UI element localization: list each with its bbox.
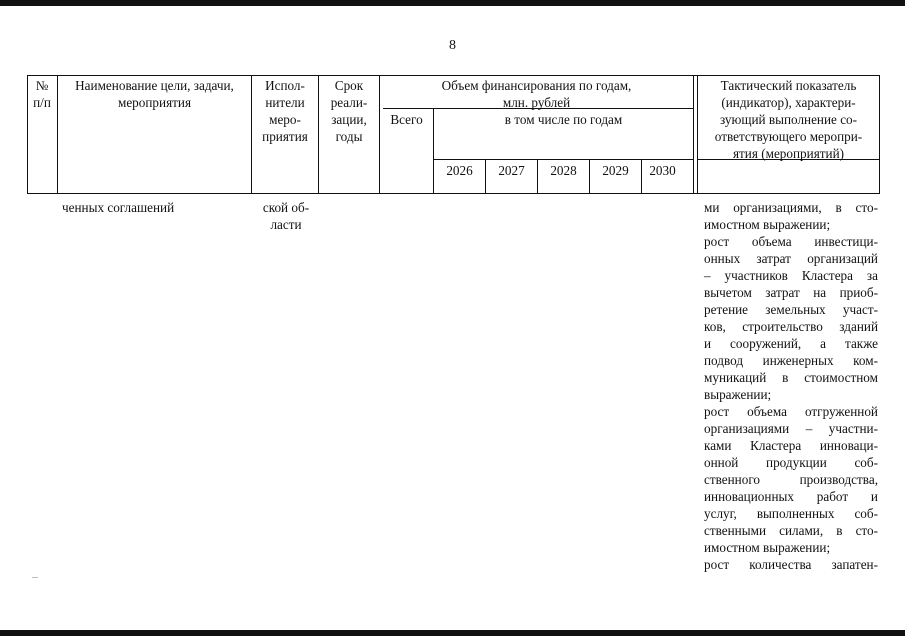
scan-artifact-mark	[32, 577, 38, 578]
header-col-term-line: Срок	[334, 78, 364, 93]
header-col-term-line: зации,	[331, 112, 367, 127]
header-col-indicator-line: ятия (мероприятий)	[732, 146, 845, 161]
header-col-executors-line: меро-	[269, 112, 301, 127]
indicator-line: выражении;	[704, 387, 772, 402]
header-col-by-years: в том числе по годам	[504, 112, 623, 127]
header-col-name	[58, 77, 251, 111]
header-col-total: Всего	[390, 112, 423, 127]
header-col-finance-line: млн. рублей	[502, 95, 571, 110]
header-col-executors-line: Испол-	[265, 78, 305, 93]
indicator-line: рост объема отгруженной	[704, 404, 878, 419]
header-bottom-line	[27, 193, 880, 194]
col-line-right	[879, 75, 880, 194]
row-name-text: ченных соглашений	[62, 200, 175, 215]
header-col-indicator-line: зующий выполнение со-	[719, 112, 858, 127]
years-line	[433, 159, 693, 160]
indicator-line: ретение земельных участ-	[704, 302, 878, 317]
indicator-line: ственного производства,	[704, 472, 878, 487]
bottom-border-rule	[0, 630, 905, 636]
header-col-indicator-line: (индикатор), характери-	[721, 95, 856, 110]
page-number: 8	[449, 38, 456, 53]
indicator-line: онных затрат организаций	[704, 251, 878, 266]
row-executors-line: ласти	[270, 217, 302, 232]
header-col-number-line: п/п	[33, 95, 51, 110]
indicator-line: инновационных работ и	[704, 489, 878, 504]
header-col-executors	[252, 77, 318, 145]
indicator-line: имостном выражении;	[704, 540, 831, 555]
indicator-line: подвод инженерных ком-	[704, 353, 878, 368]
header-top-line	[27, 75, 880, 76]
indicator-line: ками Кластера инноваци-	[704, 438, 878, 453]
header-col-finance	[380, 77, 693, 111]
header-col-indicator-line: ответствующего меропри-	[714, 129, 863, 144]
row-indicator-text	[704, 199, 878, 573]
col-line-indicator-left	[693, 75, 694, 194]
header-col-name-line: Наименование цели, задачи,	[75, 78, 234, 93]
indicator-line: вычетом затрат на приоб-	[704, 285, 878, 300]
header-year-2029: 2029	[602, 163, 629, 178]
indicator-line: организациями – участни-	[704, 421, 878, 436]
row-executors-line: ской об-	[262, 200, 310, 215]
header-col-number	[27, 77, 57, 111]
indicator-line: и сооружений, а также	[704, 336, 878, 351]
header-year-2030: 2030	[649, 163, 676, 178]
indicator-line: ков, строительство зданий	[704, 319, 878, 334]
header-col-term	[319, 77, 379, 145]
top-border-rule	[0, 0, 905, 6]
indicator-line: ственными силами, в сто-	[704, 523, 878, 538]
indicator-line: онной продукции соб-	[704, 455, 878, 470]
header-col-name-line: мероприятия	[117, 95, 192, 110]
header-col-executors-line: нители	[265, 95, 305, 110]
header-col-number-line: №	[35, 78, 49, 93]
header-col-finance-line: Объем финансирования по годам,	[441, 78, 632, 93]
indicator-line: – участников Кластера за	[704, 268, 878, 283]
indicator-line: имостном выражении;	[704, 217, 831, 232]
header-col-indicator	[698, 77, 879, 162]
header-year-2026: 2026	[446, 163, 473, 178]
indicator-line: ми организациями, в сто-	[704, 200, 878, 215]
indicator-line: услуг, выполненных соб-	[704, 506, 878, 521]
header-year-2027: 2027	[498, 163, 525, 178]
indicator-line: муникаций в стоимостном	[704, 370, 878, 385]
header-col-executors-line: приятия	[262, 129, 308, 144]
header-year-2028: 2028	[550, 163, 577, 178]
indicator-line: рост количества запатен-	[704, 557, 878, 572]
indicator-line: рост объема инвестици-	[704, 234, 878, 249]
row-executors-text	[255, 199, 317, 233]
header-col-term-line: годы	[335, 129, 363, 144]
header-col-term-line: реали-	[330, 95, 368, 110]
header-col-indicator-line: Тактический показатель	[720, 78, 857, 93]
